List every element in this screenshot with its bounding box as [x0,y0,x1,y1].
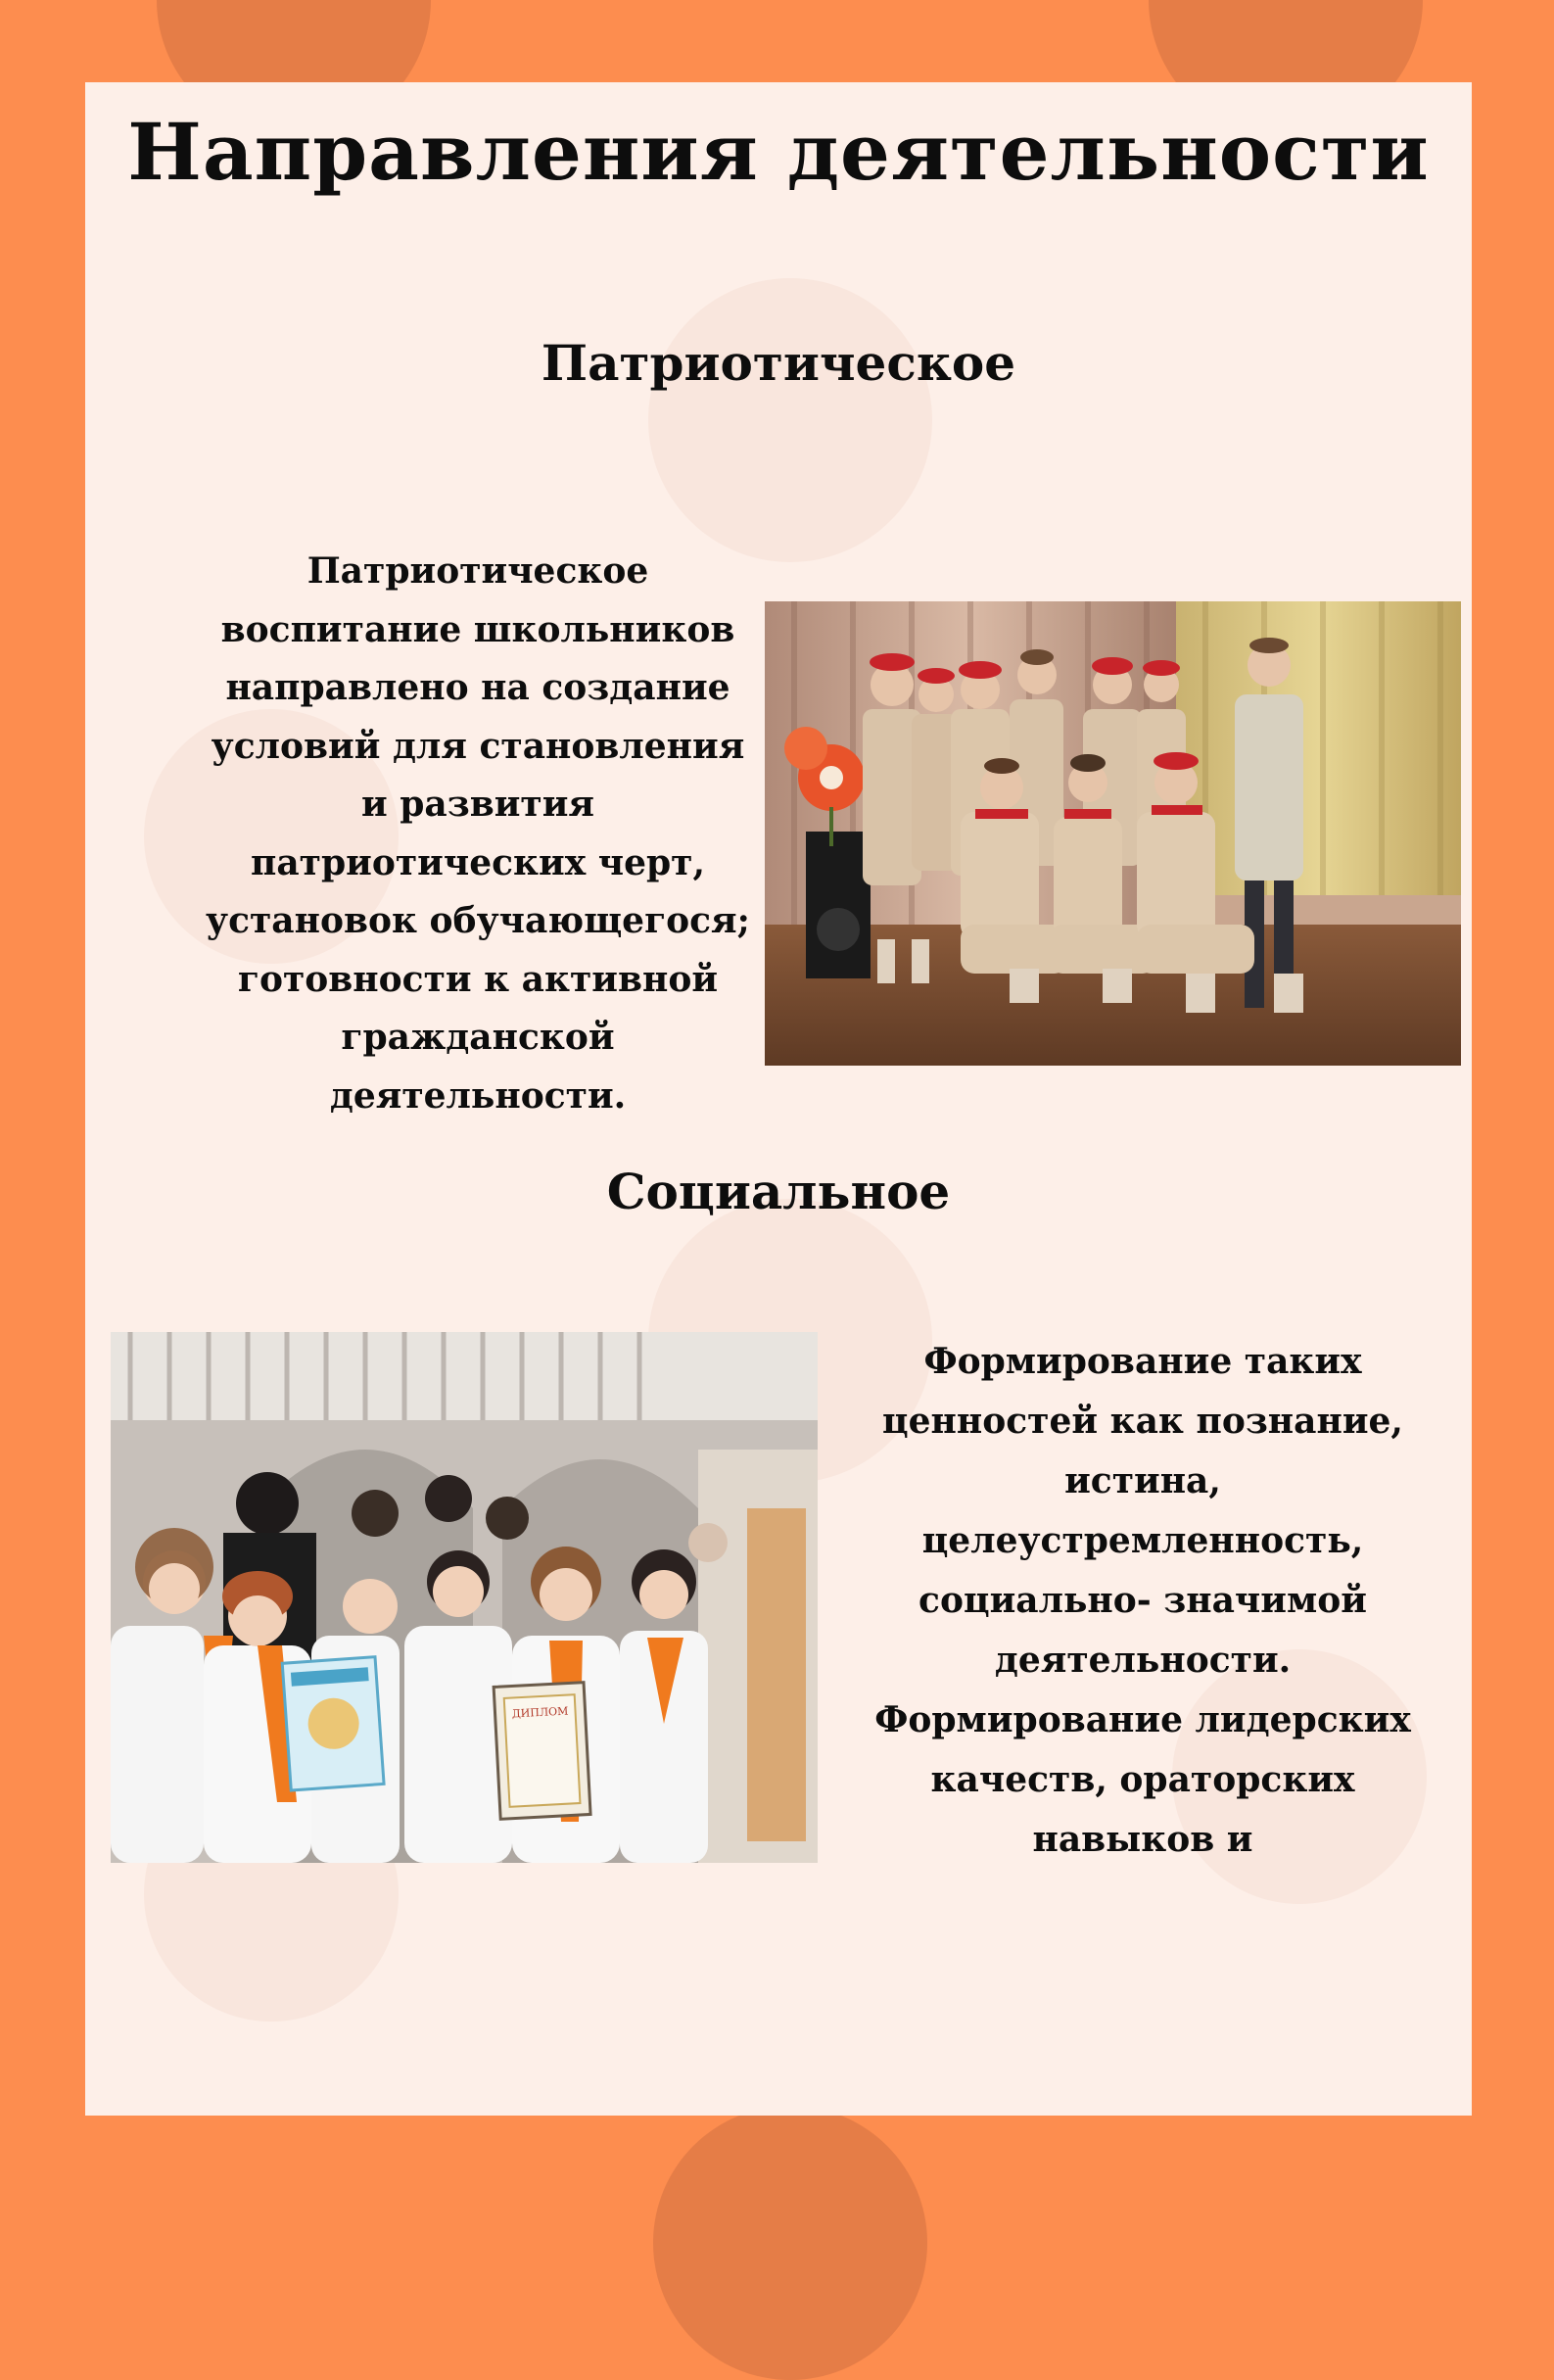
text-line: готовности к активной [237,958,719,1000]
text-line: деятельности. [994,1640,1292,1681]
text-line: Формирование таких [923,1341,1362,1382]
text-line: деятельности. [329,1074,627,1117]
page-title: Направления деятельности [127,106,1430,198]
decorative-circle [648,278,932,562]
text-line: навыков и [1032,1819,1253,1860]
text-line: гражданской [341,1017,615,1058]
social-description [810,1332,1472,1870]
text-line: ценностей как познание, [882,1401,1403,1442]
text-line: Патриотическое [306,550,649,592]
text-line: целеустремленность, [921,1520,1364,1561]
text-line: социально- значимой [918,1580,1367,1621]
text-line: направлено на создание [225,667,730,708]
patriotic-description [120,543,835,1125]
document-page [85,82,1472,2116]
section-heading-patriotic: Патриотическое [541,334,1016,392]
decorative-circle [653,2106,927,2380]
text-line: установок обучающегося; [206,900,750,941]
section-heading-social: Социальное [606,1163,951,1220]
text-line: качеств, ораторских [930,1759,1355,1800]
certificate-label: ДИПЛОМ [511,1704,569,1721]
patriotic-group-photo [765,601,1461,1066]
text-line: и развития [360,784,595,825]
text-line: условий для становления [211,725,745,767]
social-group-photo [111,1332,818,1863]
text-line: Формирование лидерских [874,1699,1411,1740]
text-line: воспитание школьников [220,608,735,650]
text-line: патриотических черт, [250,841,705,883]
text-line: истина, [1064,1460,1221,1501]
